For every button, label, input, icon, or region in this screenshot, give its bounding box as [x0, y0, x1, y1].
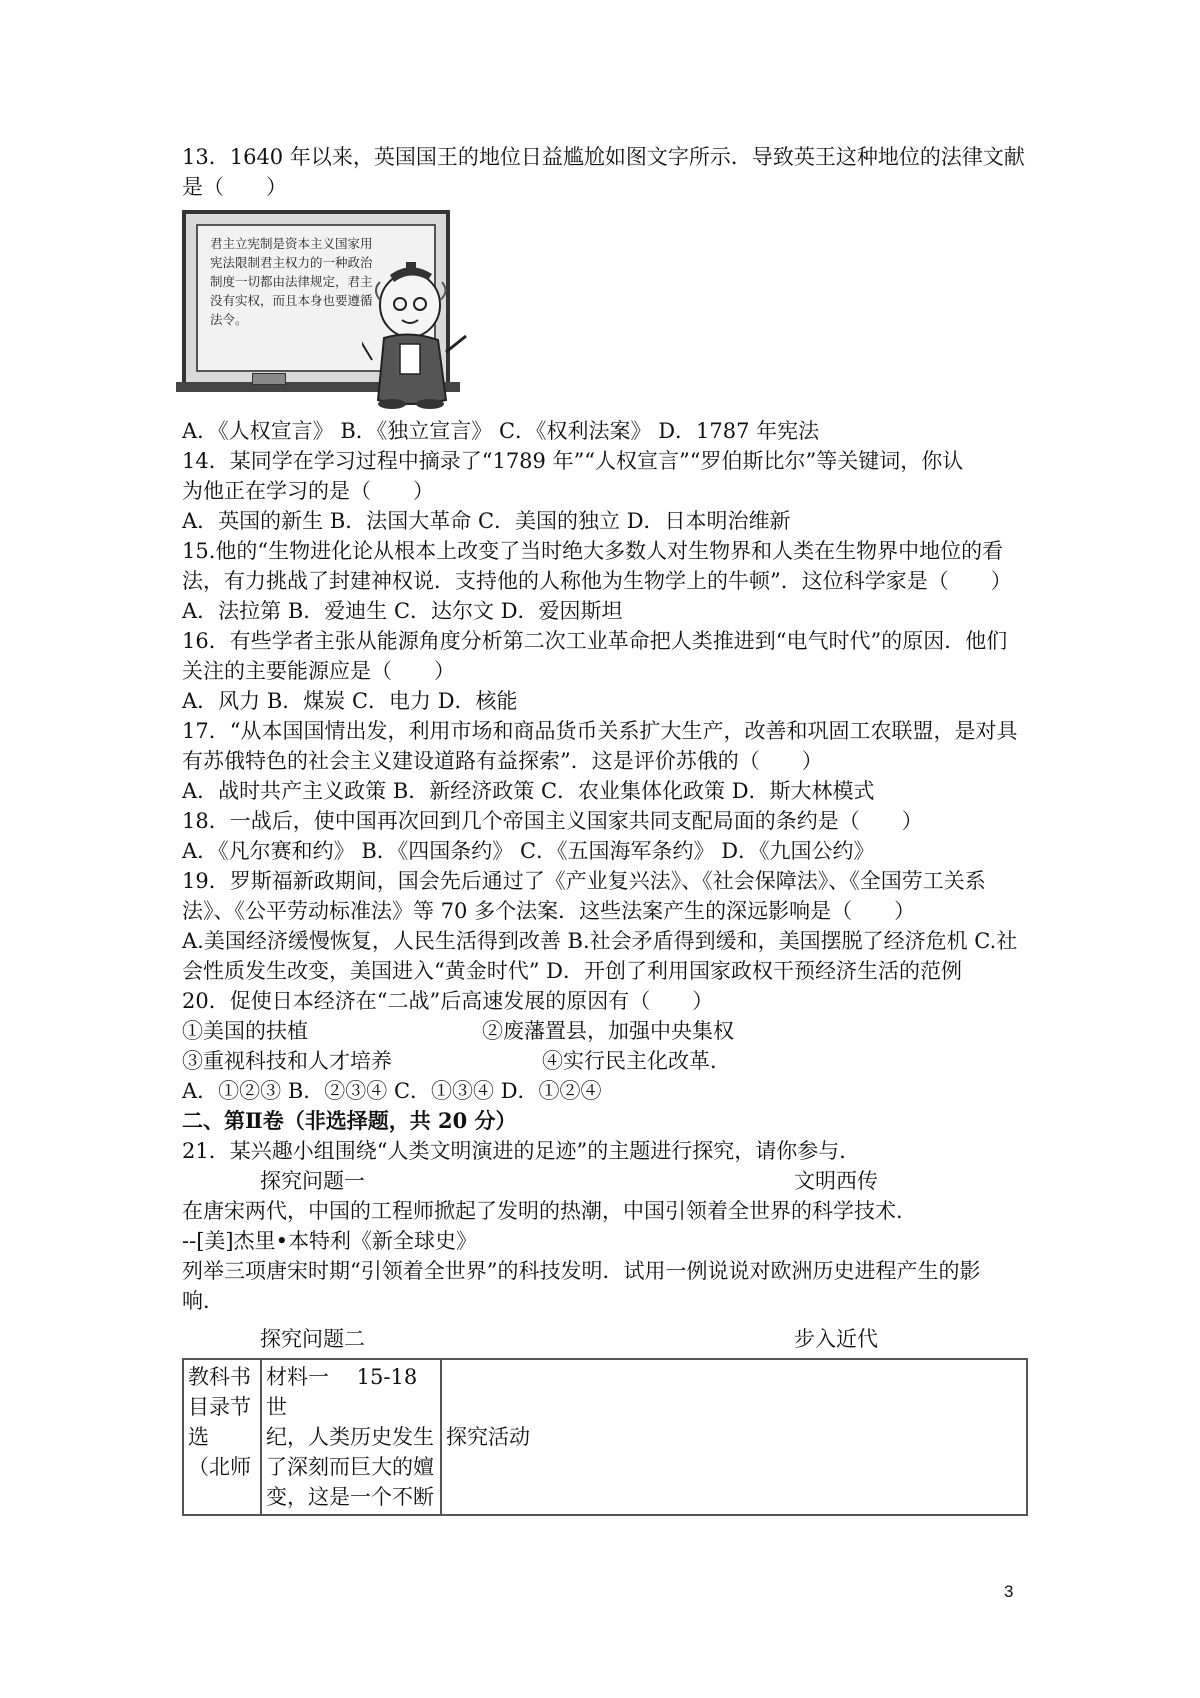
q15-options: A．法拉第 B．爱迪生 C．达尔文 D．爱因斯坦	[182, 599, 623, 623]
q21-topic2-label: 探究问题二	[260, 1327, 365, 1351]
q18-options: A．《凡尔赛和约》 B．《四国条约》 C．《五国海军条约》 D．《九国公约》	[182, 839, 875, 863]
q21-table	[182, 1358, 1028, 1516]
blackboard-text: 君主立宪制是资本主义国家用宪法限制君主权力的一种政治制度一切都由法律规定，君主没有实权，而且本身也要遵循法令。	[210, 236, 373, 327]
q13-stem-line1: 13．1640 年以来，英国国王的地位日益尴尬如图文字所示．导致英王这种地位的法律文献	[182, 145, 1025, 169]
table-cell-line: 纪，人类历史发生	[266, 1425, 434, 1449]
table-cell-line: 选	[188, 1425, 209, 1449]
q21-task-line2: 响．	[182, 1289, 224, 1313]
q15-stem-line1: 15.他的“生物进化论从根本上改变了当时绝大多数人对生物界和人类在生物界中地位的看	[182, 539, 1004, 563]
q20-options: A．①②③ B．②③④ C．①③④ D．①②④	[182, 1079, 602, 1103]
q21-topic1-row	[182, 1166, 1028, 1196]
q16-stem-line1: 16．有些学者主张从能源角度分析第二次工业革命把人类推进到“电气时代”的原因．他们	[182, 629, 1008, 653]
table-cell-line: （北师	[188, 1455, 251, 1479]
q21-stem: 21．某兴趣小组围绕“人类文明演进的足迹”的主题进行探究，请你参与．	[182, 1139, 861, 1163]
q16-stem-line2: 关注的主要能源应是（ ）	[182, 659, 455, 683]
q20-item1: ①美国的扶植	[182, 1019, 308, 1043]
q17-stem-line1: 17．“从本国国情出发，利用市场和商品货币关系扩大生产，改善和巩固工农联盟，是对具	[182, 719, 1018, 743]
eraser-icon	[252, 373, 286, 385]
table-cell-line: 了深刻而巨大的嬗	[266, 1455, 434, 1479]
q17-options: A．战时共产主义政策 B．新经济政策 C．农业集体化政策 D．斯大林模式	[182, 779, 875, 803]
q20-stem-line1: 20．促使日本经济在“二战”后高速发展的原因有（ ）	[182, 989, 714, 1013]
q19-stem-line2: 法》、《公平劳动标准法》等 70 多个法案．这些法案产生的深远影响是（ ）	[182, 899, 916, 923]
q14-stem-line2: 为他正在学习的是（ ）	[182, 479, 434, 503]
q15-stem-line2: 法，有力挑战了封建神权说．支持他的人称他为生物学上的牛顿”．这位科学家是（ ）	[182, 569, 1012, 593]
exam-page	[182, 142, 1028, 1516]
q19-stem-line1: 19．罗斯福新政期间，国会先后通过了《产业复兴法》、《社会保障法》、《全国劳工关系	[182, 869, 986, 893]
table-cell-textbook	[183, 1359, 261, 1515]
q21-topic1-label: 探究问题一	[260, 1169, 365, 1193]
q21-source: --[美]杰里•本特利《新全球史》	[182, 1229, 477, 1253]
section2-title: 二、第Ⅱ卷（非选择题，共 20 分）	[182, 1108, 517, 1133]
blackboard-figure	[182, 210, 472, 410]
q16-options: A．风力 B．煤炭 C．电力 D．核能	[182, 689, 518, 713]
q18-stem-line1: 18．一战后，使中国再次回到几个帝国主义国家共同支配局面的条约是（ ）	[182, 809, 923, 833]
q17-stem-line2: 有苏俄特色的社会主义建设道路有益探索”．这是评价苏俄的（ ）	[182, 749, 823, 773]
q20-items-row1	[182, 1016, 1028, 1046]
q21-quote: 在唐宋两代，中国的工程师掀起了发明的热潮，中国引领着全世界的科学技术．	[182, 1199, 917, 1223]
professor-illustration	[362, 260, 472, 410]
table-cell-line: 材料一 15-18 世	[266, 1365, 418, 1419]
q21-topic2-title: 步入近代	[794, 1327, 878, 1351]
table-cell-line: 教科书	[188, 1365, 251, 1389]
page-number: 3	[1004, 1582, 1014, 1601]
q21-topic1-title: 文明西传	[794, 1169, 878, 1193]
q13-options: A．《人权宣言》 B．《独立宣言》 C．《权利法案》 D．1787 年宪法	[182, 419, 820, 443]
q14-options: A．英国的新生 B．法国大革命 C．美国的独立 D．日本明治维新	[182, 509, 791, 533]
q21-topic2-row	[182, 1324, 1028, 1354]
table-cell-line: 变，这是一个不断	[266, 1485, 434, 1509]
table-cell-activity: 探究活动	[441, 1359, 1027, 1515]
table-cell-line: 目录节	[188, 1395, 251, 1419]
q19-options-line2: 会性质发生改变，美国进入“黄金时代” D．开创了利用国家政权干预经济生活的范例	[182, 959, 962, 983]
q20-item4: ④实行民主化改革．	[542, 1049, 731, 1073]
q21-task-line1: 列举三项唐宋时期“引领着全世界”的科技发明．试用一例说说对欧洲历史进程产生的影	[182, 1259, 981, 1283]
q19-options-line1: A.美国经济缓慢恢复，人民生活得到改善 B.社会矛盾得到缓和，美国摆脱了经济危机 C.社	[182, 929, 1018, 953]
q20-item3: ③重视科技和人才培养	[182, 1049, 392, 1073]
q13-stem-line2: 是（ ）	[182, 175, 287, 199]
table-cell-material	[261, 1359, 441, 1515]
q20-item2: ②废藩置县，加强中央集权	[482, 1019, 734, 1043]
q14-stem-line1: 14．某同学在学习过程中摘录了“1789 年”“人权宣言”“罗伯斯比尔”等关键词，你认	[182, 449, 964, 473]
q20-items-row2	[182, 1046, 1028, 1076]
table-row	[183, 1359, 1027, 1515]
